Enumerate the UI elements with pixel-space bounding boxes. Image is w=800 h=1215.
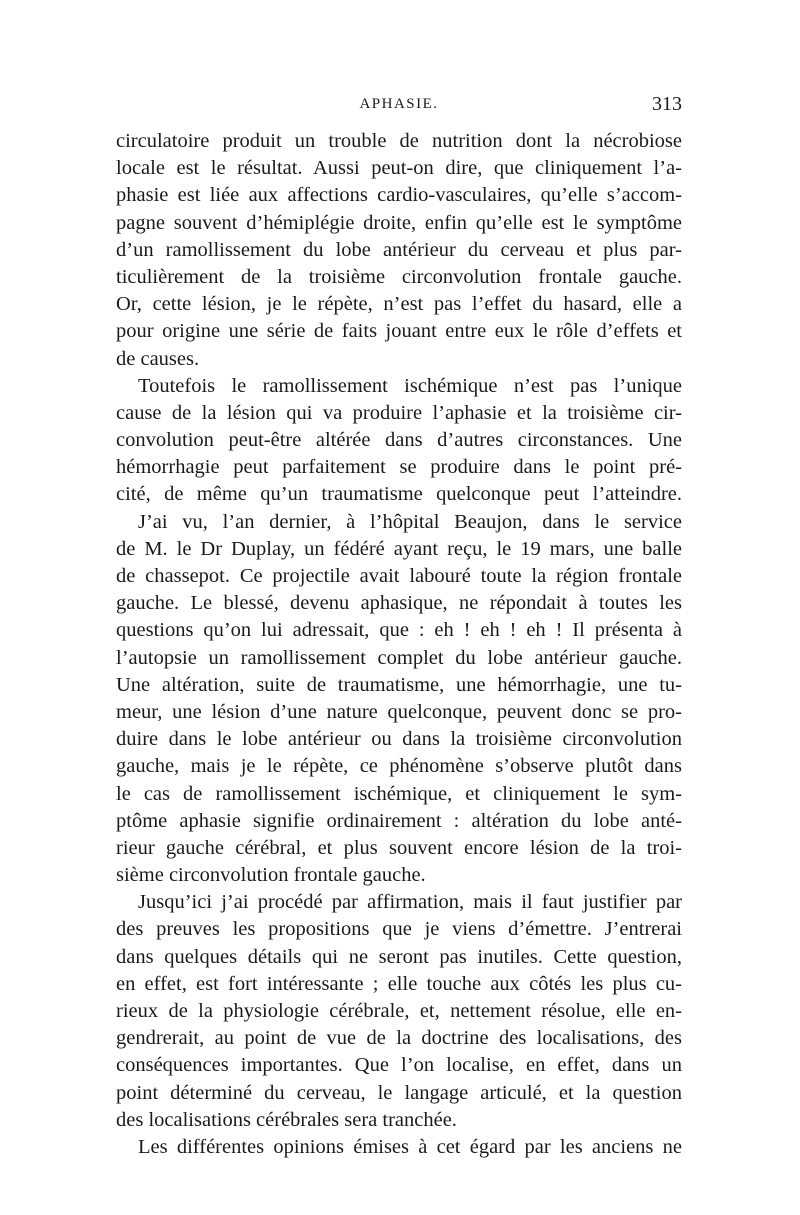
page-number: 313	[652, 93, 682, 115]
text-line: des preuves les propositions que je viens d’émettre. J’entrerai	[116, 918, 682, 941]
text-line: l’autopsie un ramollissement complet du lobe antérieur gauche.	[116, 646, 682, 669]
text-line: phasie est liée aux affections cardio-vasculaires, qu’elle s’accom-	[116, 184, 682, 207]
text-line: locale est le résultat. Aussi peut-on dire, que cliniquement l’a-	[116, 157, 682, 180]
running-header	[116, 93, 682, 122]
text-line: questions qu’on lui adressait, que : eh ! eh ! eh ! Il présenta à	[116, 619, 682, 642]
text-line: de causes.	[116, 347, 200, 370]
text-line: en effet, est fort intéressante ; elle touche aux côtés les plus cu-	[116, 972, 682, 995]
text-line: gauche. Le blessé, devenu aphasique, ne répondait à toutes les	[116, 592, 682, 615]
text-line: duire dans le lobe antérieur ou dans la troisième circonvolution	[116, 728, 682, 751]
text-line: Jusqu’ici j’ai procédé par affirmation, mais il faut justifier par	[138, 891, 682, 914]
text-line: Les différentes opinions émises à cet égard par les anciens ne	[138, 1135, 682, 1158]
text-line: point déterminé du cerveau, le langage articulé, et la question	[116, 1081, 682, 1104]
text-line: d’un ramollissement du lobe antérieur du cerveau et plus par-	[116, 238, 682, 261]
text-line: Or, cette lésion, je le répète, n’est pas l’effet du hasard, elle a	[116, 293, 682, 316]
text-line: J’ai vu, l’an dernier, à l’hôpital Beaujon, dans le service	[138, 510, 682, 533]
text-line: Une altération, suite de traumatisme, une hémorrhagie, une tu-	[116, 673, 682, 696]
text-line: cause de la lésion qui va produire l’aphasie et la troisième cir-	[116, 401, 682, 424]
text-line: cité, de même qu’un traumatisme quelconque peut l’atteindre.	[116, 483, 682, 506]
body-text	[116, 128, 682, 1161]
text-line: des localisations cérébrales sera tranchée.	[116, 1108, 457, 1131]
text-line: convolution peut-être altérée dans d’autres circonstances. Une	[116, 429, 682, 452]
text-line: Toutefois le ramollissement ischémique n’est pas l’unique	[138, 374, 682, 397]
text-line: rieux de la physiologie cérébrale, et, nettement résolue, elle en-	[116, 1000, 682, 1022]
text-line: gauche, mais je le répète, ce phénomène s’observe plutôt dans	[116, 755, 682, 778]
text-line: le cas de ramollissement ischémique, et cliniquement le sym-	[116, 782, 682, 805]
text-line: circulatoire produit un trouble de nutrition dont la nécrobiose	[116, 130, 682, 152]
text-line: ptôme aphasie signifie ordinairement : altération du lobe anté-	[116, 809, 682, 832]
text-line: pagne souvent d’hémiplégie droite, enfin qu’elle est le symptôme	[116, 211, 682, 234]
text-line: conséquences importantes. Que l’on localise, en effet, dans un	[116, 1054, 682, 1077]
text-line: rieur gauche cérébral, et plus souvent encore lésion de la troi-	[116, 836, 682, 859]
running-title: APHASIE.	[359, 96, 439, 112]
text-line: sième circonvolution frontale gauche.	[116, 864, 426, 887]
text-line: pour origine une série de faits jouant entre eux le rôle d’effets et	[116, 320, 682, 343]
text-line: dans quelques détails qui ne seront pas inutiles. Cette question,	[116, 945, 682, 968]
text-line: de chassepot. Ce projectile avait labouré toute la région frontale	[116, 565, 682, 587]
text-line: gendrerait, au point de vue de la doctrine des localisations, des	[116, 1027, 682, 1050]
text-line: ticulièrement de la troisième circonvolution frontale gauche.	[116, 265, 682, 288]
text-line: hémorrhagie peut parfaitement se produire dans le point pré-	[116, 456, 682, 479]
text-line: meur, une lésion d’une nature quelconque, peuvent donc se pro-	[116, 700, 682, 723]
text-line: de M. le Dr Duplay, un fédéré ayant reçu, le 19 mars, une balle	[116, 537, 682, 560]
